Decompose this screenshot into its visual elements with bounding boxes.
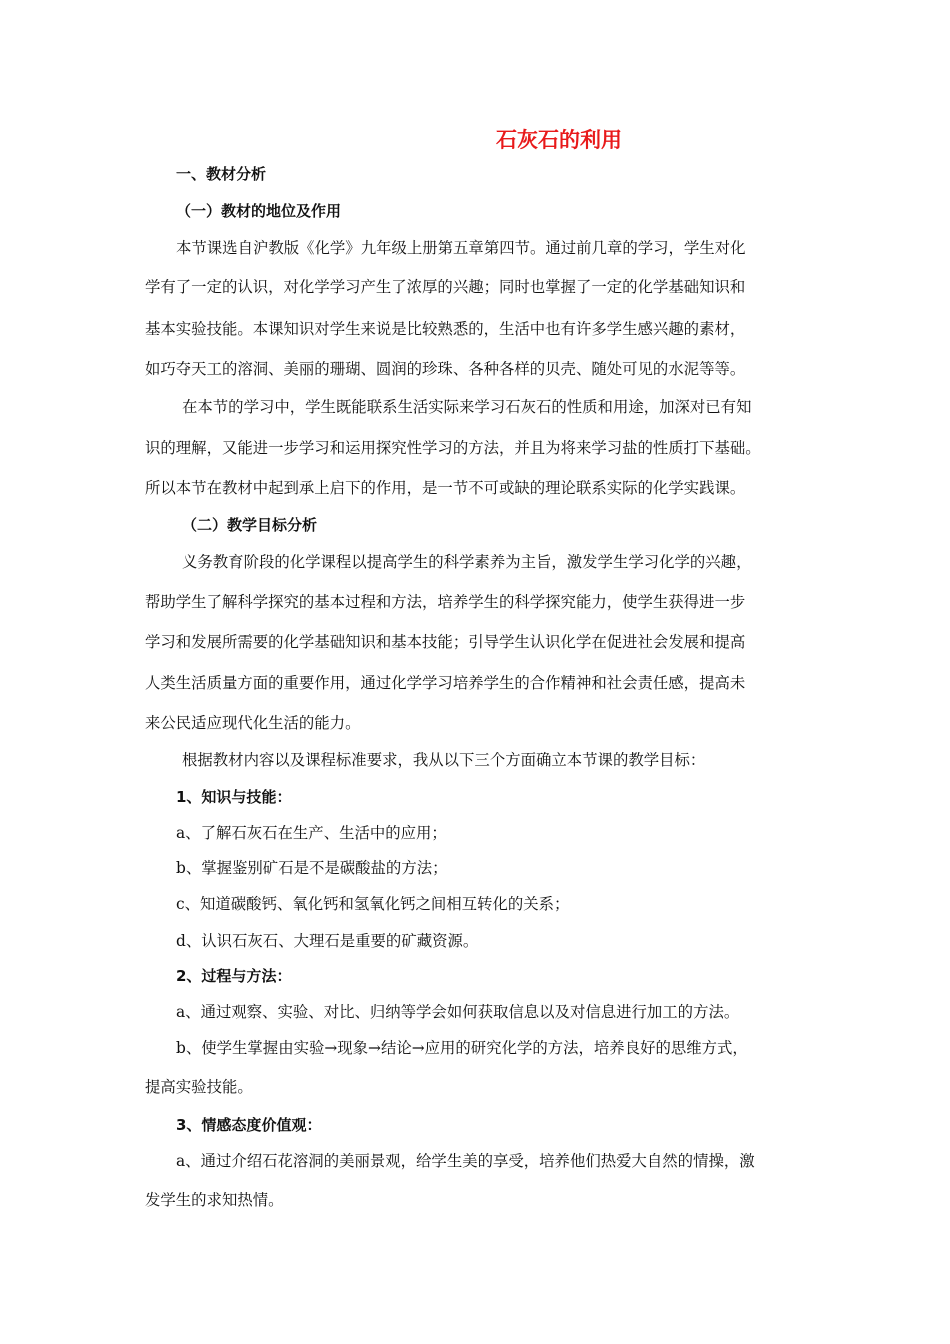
paragraph-line: 如巧夺天工的溶洞、美丽的珊瑚、圆润的珍珠、各种各样的贝壳、随处可见的水泥等等。 xyxy=(145,360,746,378)
paragraph-line: 帮助学生了解科学探究的基本过程和方法，培养学生的科学探究能力，使学生获得进一步 xyxy=(145,593,746,611)
paragraph-line: 人类生活质量方面的重要作用，通过化学学习培养学生的合作精神和社会责任感，提高未 xyxy=(145,674,746,692)
paragraph-line: 提高实验技能。 xyxy=(145,1078,253,1096)
list-item: c、知道碳酸钙、氧化钙和氢氧化钙之间相互转化的关系； xyxy=(176,895,570,913)
paragraph-line: 所以本节在教材中起到承上启下的作用，是一节不可或缺的理论联系实际的化学实践课。 xyxy=(145,479,746,497)
subsection-heading: （二）教学目标分析 xyxy=(182,516,318,534)
page-title: 石灰石的利用 xyxy=(496,128,622,152)
paragraph-line: 在本节的学习中，学生既能联系生活实际来学习石灰石的性质和用途，加深对已有知 xyxy=(182,398,752,416)
paragraph-line: 学习和发展所需要的化学基础知识和基本技能；引导学生认识化学在促进社会发展和提高 xyxy=(145,633,746,651)
list-item: a、了解石灰石在生产、生活中的应用； xyxy=(176,824,447,842)
paragraph-line: 本节课选自沪教版《化学》九年级上册第五章第四节。通过前几章的学习，学生对化 xyxy=(176,239,746,257)
paragraph-line: 识的理解，又能进一步学习和运用探究性学习的方法，并且为将来学习盐的性质打下基础。 xyxy=(145,439,761,457)
list-item: a、通过介绍石花溶洞的美丽景观，给学生美的享受，培养他们热爱大自然的情操，激 xyxy=(176,1152,755,1170)
paragraph-line: 发学生的求知热情。 xyxy=(145,1191,284,1209)
paragraph-line: 来公民适应现代化生活的能力。 xyxy=(145,714,361,732)
goal-heading: 3、情感态度价值观： xyxy=(176,1116,322,1134)
list-item: d、认识石灰石、大理石是重要的矿藏资源。 xyxy=(176,932,479,950)
list-item: a、通过观察、实验、对比、归纳等学会如何获取信息以及对信息进行加工的方法。 xyxy=(176,1003,740,1021)
paragraph-line: 基本实验技能。本课知识对学生来说是比较熟悉的，生活中也有许多学生感兴趣的素材， xyxy=(145,320,746,338)
paragraph-line: 义务教育阶段的化学课程以提高学生的科学素养为主旨，激发学生学习化学的兴趣， xyxy=(182,553,752,571)
paragraph-line: 根据教材内容以及课程标准要求，我从以下三个方面确立本节课的教学目标： xyxy=(182,751,706,769)
goal-heading: 1、知识与技能： xyxy=(176,788,292,806)
list-item: b、使学生掌握由实验→现象→结论→应用的研究化学的方法，培养良好的思维方式， xyxy=(176,1039,748,1057)
list-item: b、掌握鉴别矿石是不是碳酸盐的方法； xyxy=(176,859,448,877)
section-heading: 一、教材分析 xyxy=(176,165,267,183)
goal-heading: 2、过程与方法： xyxy=(176,967,292,985)
subsection-heading: （一）教材的地位及作用 xyxy=(176,202,342,220)
paragraph-line: 学有了一定的认识，对化学学习产生了浓厚的兴趣；同时也掌握了一定的化学基础知识和 xyxy=(145,278,746,296)
